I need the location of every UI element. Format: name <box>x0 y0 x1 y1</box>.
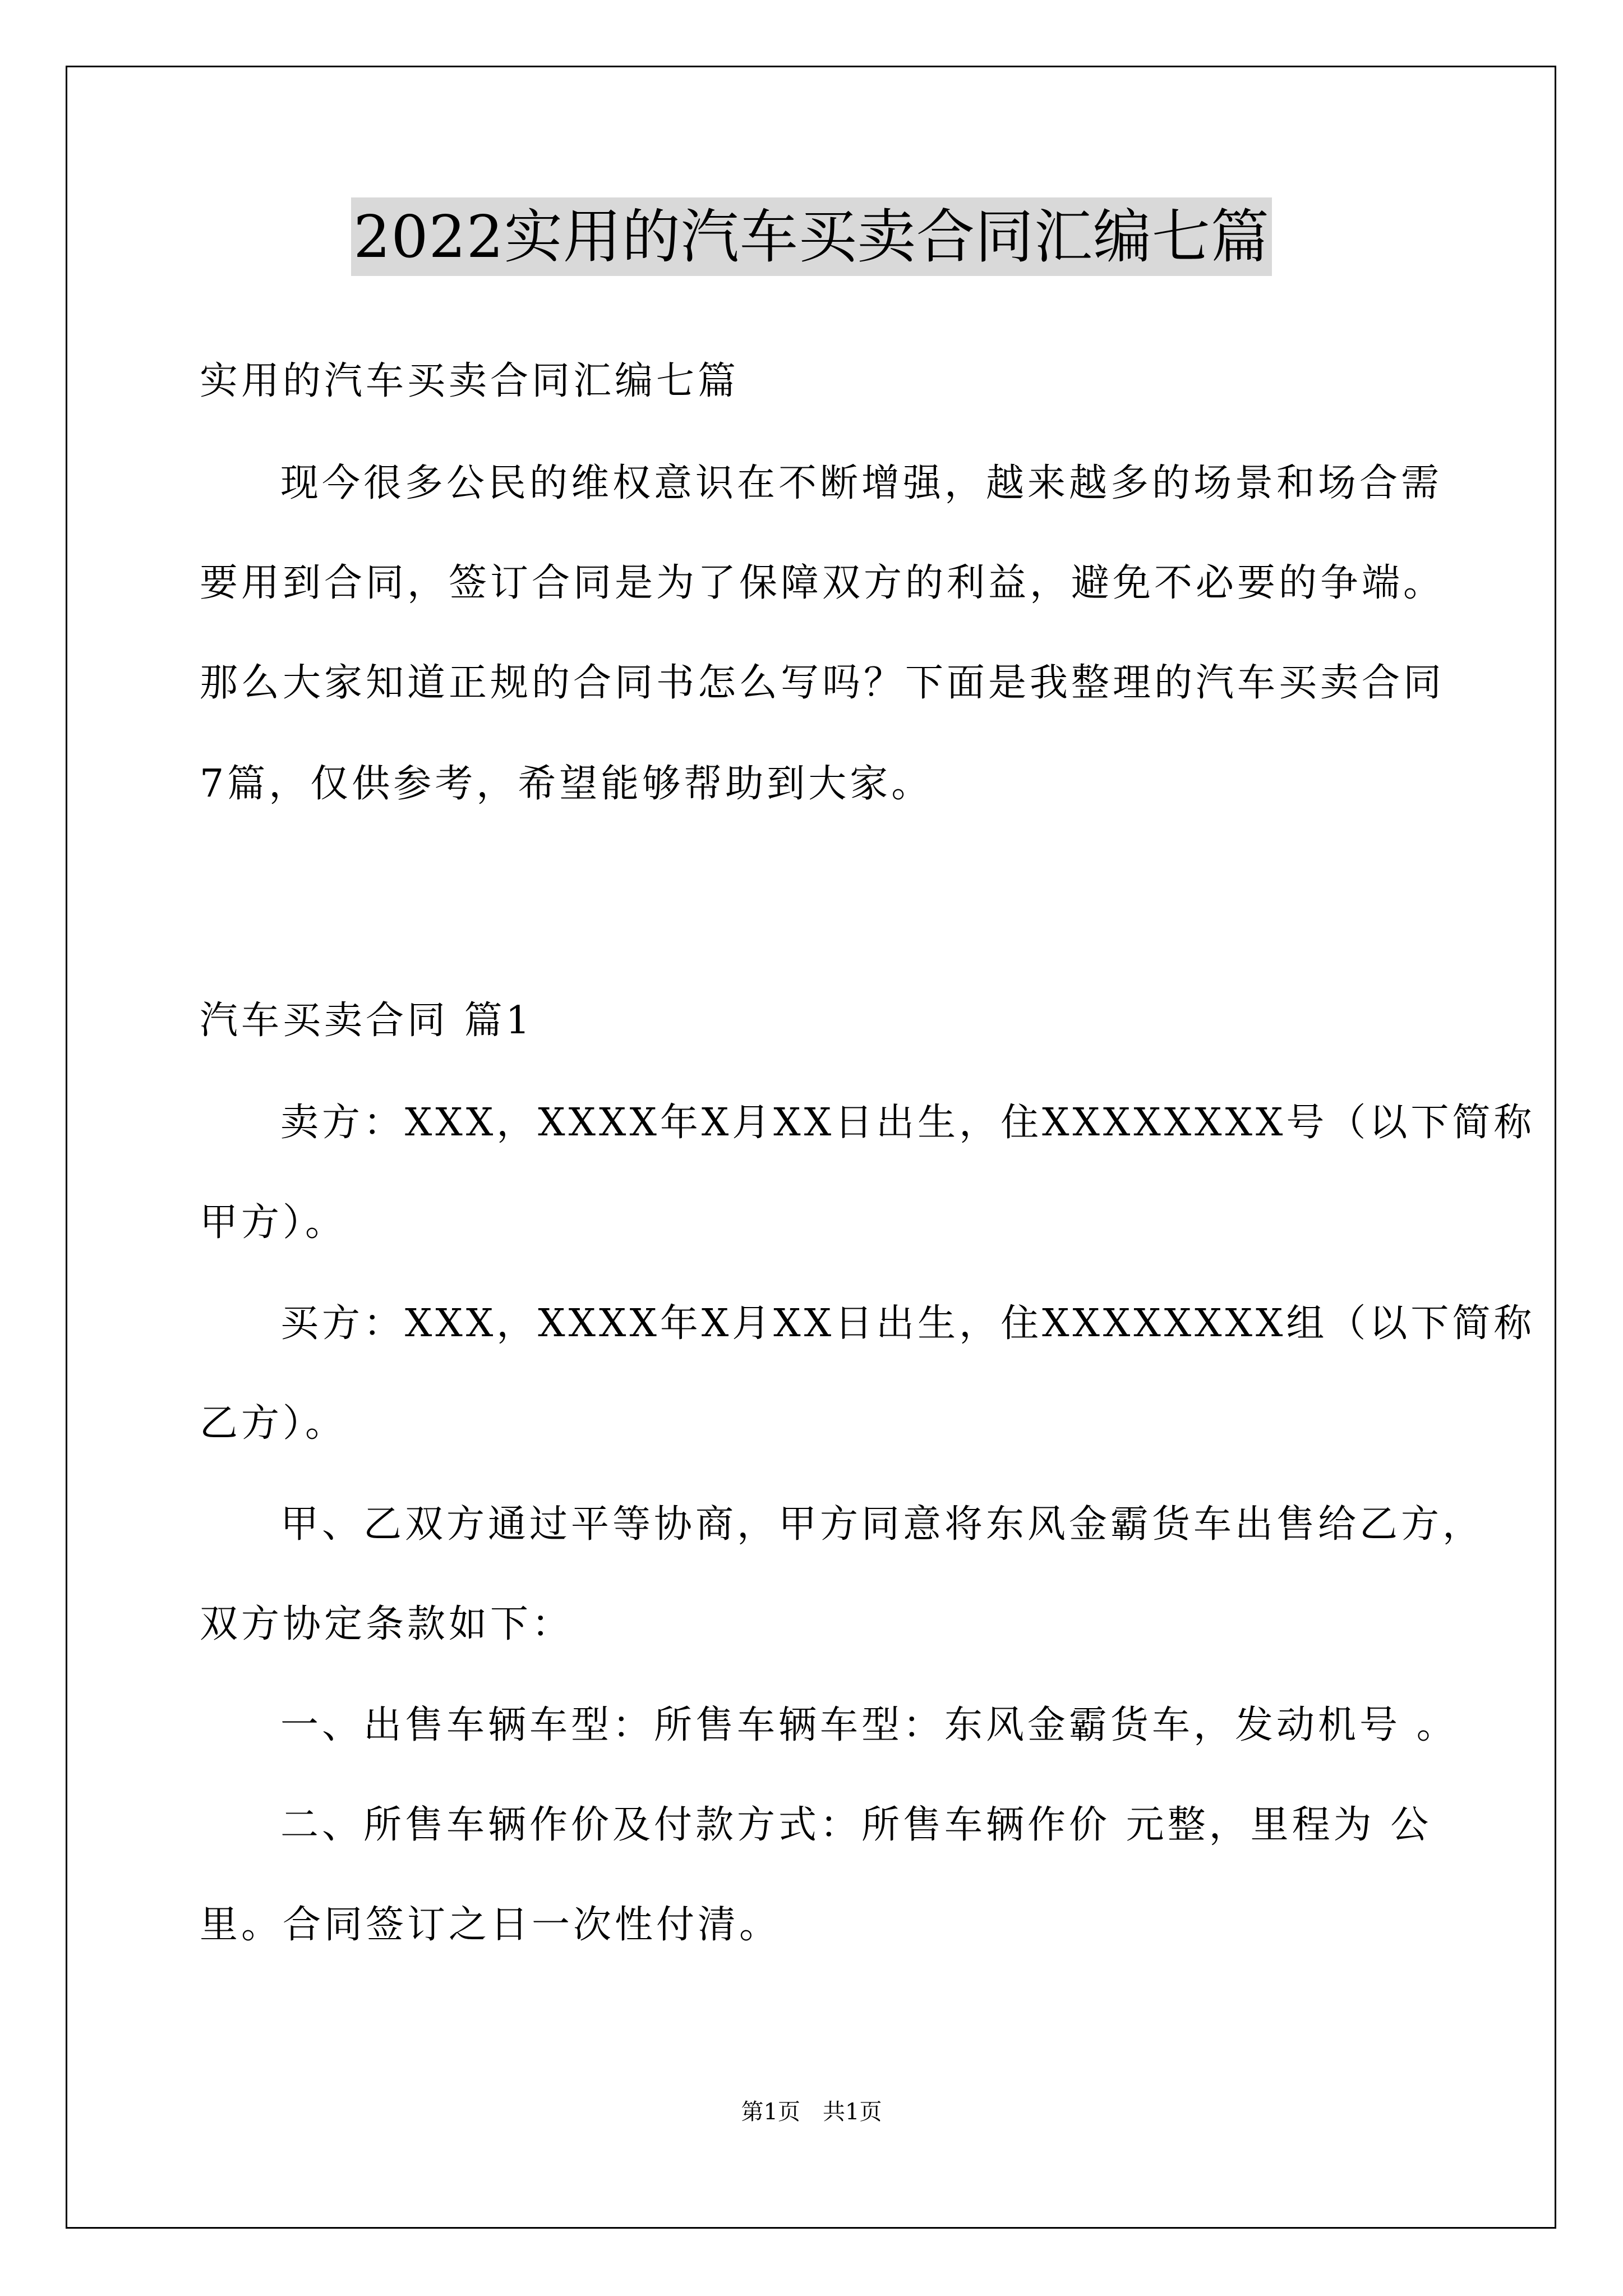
paragraph-line: 卖方：XXX，XXXX年X月XX日出生，住XXXXXXXX号（以下简称 <box>280 1101 1536 1145</box>
paragraph-line: 甲、乙双方通过平等协商，甲方同意将东风金霸货车出售给乙方， <box>280 1502 1484 1547</box>
paragraph-line: 7篇，仅供参考，希望能够帮助到大家。 <box>200 762 933 806</box>
paragraph-line: 双方协定条款如下： <box>200 1602 574 1646</box>
document-title: 2022实用的汽车买卖合同汇编七篇 <box>351 197 1272 276</box>
paragraph-line: 二、所售车辆作价及付款方式：所售车辆作价 元整，里程为 公 <box>280 1803 1432 1847</box>
paragraph-line: 甲方）。 <box>200 1200 347 1245</box>
title-container <box>0 197 1623 276</box>
subtitle-line: 实用的汽车买卖合同汇编七篇 <box>200 359 740 403</box>
paragraph-line: 里。合同签订之日一次性付清。 <box>200 1903 781 1947</box>
paragraph-line: 买方：XXX，XXXX年X月XX日出生，住XXXXXXXX组（以下简称 <box>280 1301 1536 1346</box>
page-number: 第1页 共1页 <box>741 2099 882 2125</box>
section-heading: 汽车买卖合同 篇1 <box>200 999 533 1043</box>
paragraph-line: 乙方）。 <box>200 1401 347 1446</box>
paragraph-line: 现今很多公民的维权意识在不断增强，越来越多的场景和场合需 <box>280 461 1443 505</box>
paragraph-line: 一、出售车辆车型：所售车辆车型：东风金霸货车，发动机号 。 <box>280 1703 1458 1747</box>
paragraph-line: 那么大家知道正规的合同书怎么写吗？下面是我整理的汽车买卖合同 <box>200 661 1445 705</box>
paragraph-line: 要用到合同，签订合同是为了保障双方的利益，避免不必要的争端。 <box>200 561 1445 605</box>
